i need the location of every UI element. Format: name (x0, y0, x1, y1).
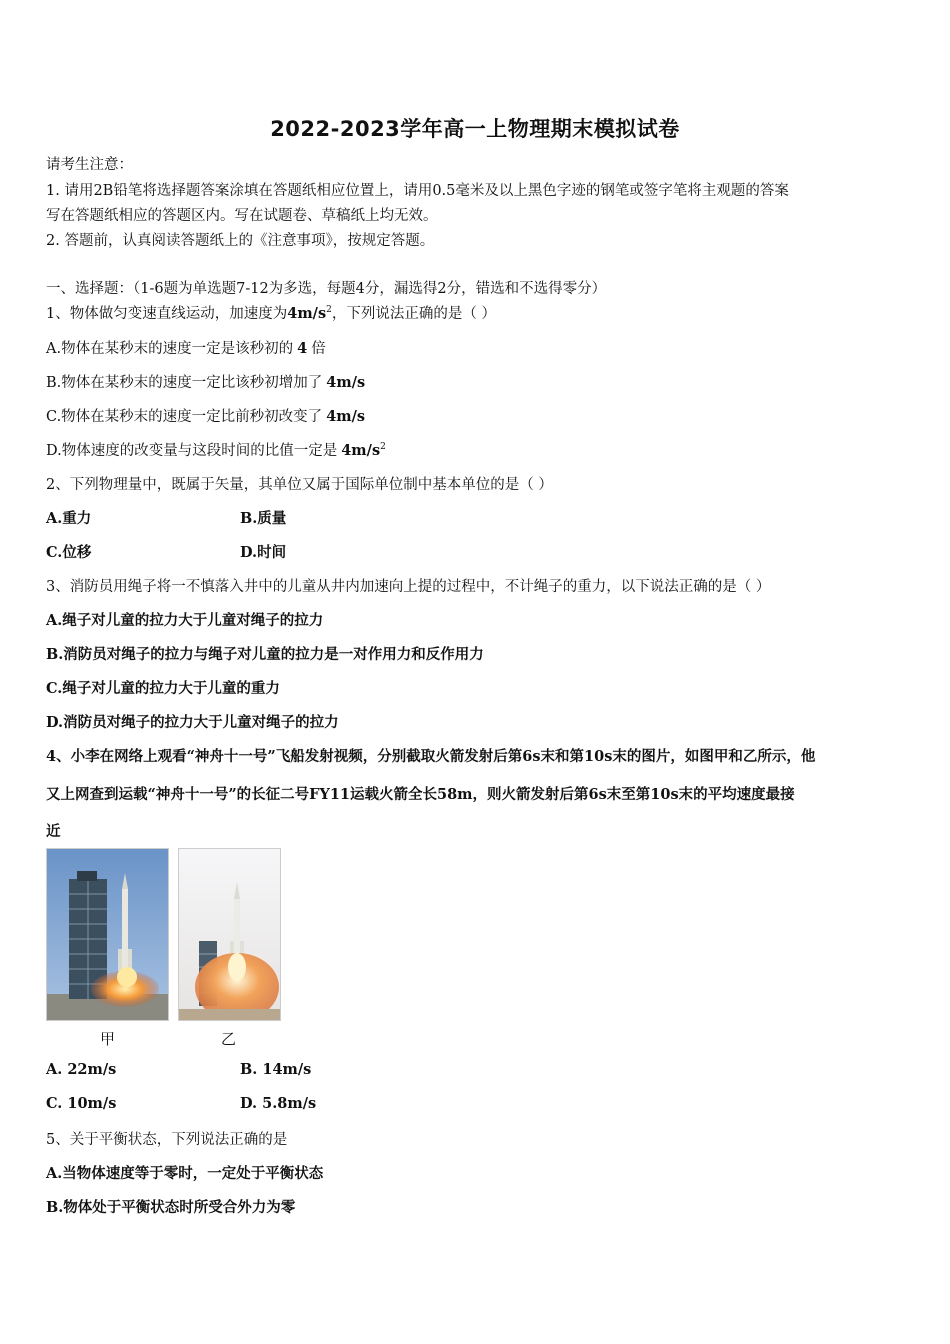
page-title: 2022-2023学年高一上物理期末模拟试卷 (270, 117, 680, 141)
question-4-option-b: B. 14m/s (240, 1061, 312, 1078)
notice-item-1-line-1: 1. 请用2B铅笔将选择题答案涂填在答题纸相应位置上，请用0.5毫米及以上黑色字迹的钢笔或签字笔将主观题的答案 (46, 183, 789, 199)
question-3-option-d: D.消防员对绳子的拉力大于儿童对绳子的拉力 (46, 714, 339, 731)
notice-item-2: 2. 答题前，认真阅读答题纸上的《注意事项》，按规定答题。 (46, 233, 435, 249)
question-2-option-a: A.重力 (46, 510, 92, 527)
question-4-option-d: D. 5.8m/s (240, 1095, 317, 1112)
q1-option-b-text: B.物体在某秒末的速度一定比该秒初增加了 (46, 375, 323, 391)
question-2-option-b: B.质量 (240, 510, 287, 527)
rocket-photo-b-image (179, 849, 280, 1020)
question-1-option-a (46, 337, 326, 358)
q1-option-d-sup: 2 (380, 442, 386, 453)
question-4-option-a: A. 22m/s (46, 1061, 117, 1078)
q1-stem-tail: ，下列说法正确的是（ ） (331, 306, 496, 322)
q1-option-a-text: A.物体在某秒末的速度一定是该秒初的 (46, 341, 294, 357)
photo-a-caption: 甲 (100, 1030, 116, 1048)
question-5-option-b: B.物体处于平衡状态时所受合外力为零 (46, 1199, 296, 1216)
notice-heading: 请考生注意： (46, 157, 133, 173)
question-4-line-2: 又上网查到运载“神舟十一号”的长征二号FY11运载火箭全长58m，则火箭发射后第6s末至第10s末的平均速度最接 (46, 786, 795, 803)
question-1-option-d (46, 439, 386, 460)
q1-option-c-unit: 4m/s (326, 408, 366, 425)
rocket-launch-photo-b (178, 848, 281, 1021)
question-4-option-c: C. 10m/s (46, 1095, 117, 1112)
question-4-line-3: 近 (46, 823, 61, 840)
notice-item-1-line-2: 写在答题纸相应的答题区内。写在试题卷、草稿纸上均无效。 (46, 208, 438, 224)
rocket-photo-a-image (47, 849, 168, 1020)
question-3-option-b: B.消防员对绳子的拉力与绳子对儿童的拉力是一对作用力和反作用力 (46, 646, 484, 663)
q1-stem-sup: 2 (326, 305, 332, 316)
q1-option-a-tail: 倍 (311, 341, 326, 357)
q1-option-d-unit: 4m/s (341, 442, 381, 459)
q1-stem-text: 1、物体做匀变速直线运动，加速度为 (46, 306, 288, 322)
q1-stem-unit: 4m/s (287, 305, 327, 322)
question-1-option-b (46, 371, 365, 392)
photo-b-caption: 乙 (221, 1030, 237, 1048)
question-3-option-c: C.绳子对儿童的拉力大于儿童的重力 (46, 680, 280, 697)
question-3-option-a: A.绳子对儿童的拉力大于儿童对绳子的拉力 (46, 612, 324, 629)
question-3-stem: 3、消防员用绳子将一不慎落入井中的儿童从井内加速向上提的过程中，不计绳子的重力，以下说法正确的是（ ） (46, 579, 771, 595)
q1-option-c-text: C.物体在某秒末的速度一定比前秒初改变了 (46, 409, 323, 425)
question-1-stem (46, 302, 496, 323)
question-5-option-a: A.当物体速度等于零时，一定处于平衡状态 (46, 1165, 324, 1182)
rocket-launch-photo-a (46, 848, 169, 1021)
q1-option-d-text: D.物体速度的改变量与这段时间的比值一定是 (46, 443, 338, 459)
question-2-stem: 2、下列物理量中，既属于矢量，其单位又属于国际单位制中基本单位的是（ ） (46, 477, 553, 493)
question-2-option-d: D.时间 (240, 544, 287, 561)
q1-option-a-number: 4 (297, 340, 308, 357)
q1-option-b-unit: 4m/s (326, 374, 366, 391)
question-1-option-c (46, 405, 365, 426)
question-5-stem: 5、关于平衡状态，下列说法正确的是 (46, 1132, 288, 1148)
question-4-line-1: 4、小李在网络上观看“神舟十一号”飞船发射视频，分别截取火箭发射后第6s末和第10s末的图片，如图甲和乙所示，他 (46, 748, 816, 765)
question-2-option-c: C.位移 (46, 544, 92, 561)
section-heading: 一、选择题：（1-6题为单选题7-12为多选，每题4分，漏选得2分，错选和不选得零分） (46, 281, 607, 297)
